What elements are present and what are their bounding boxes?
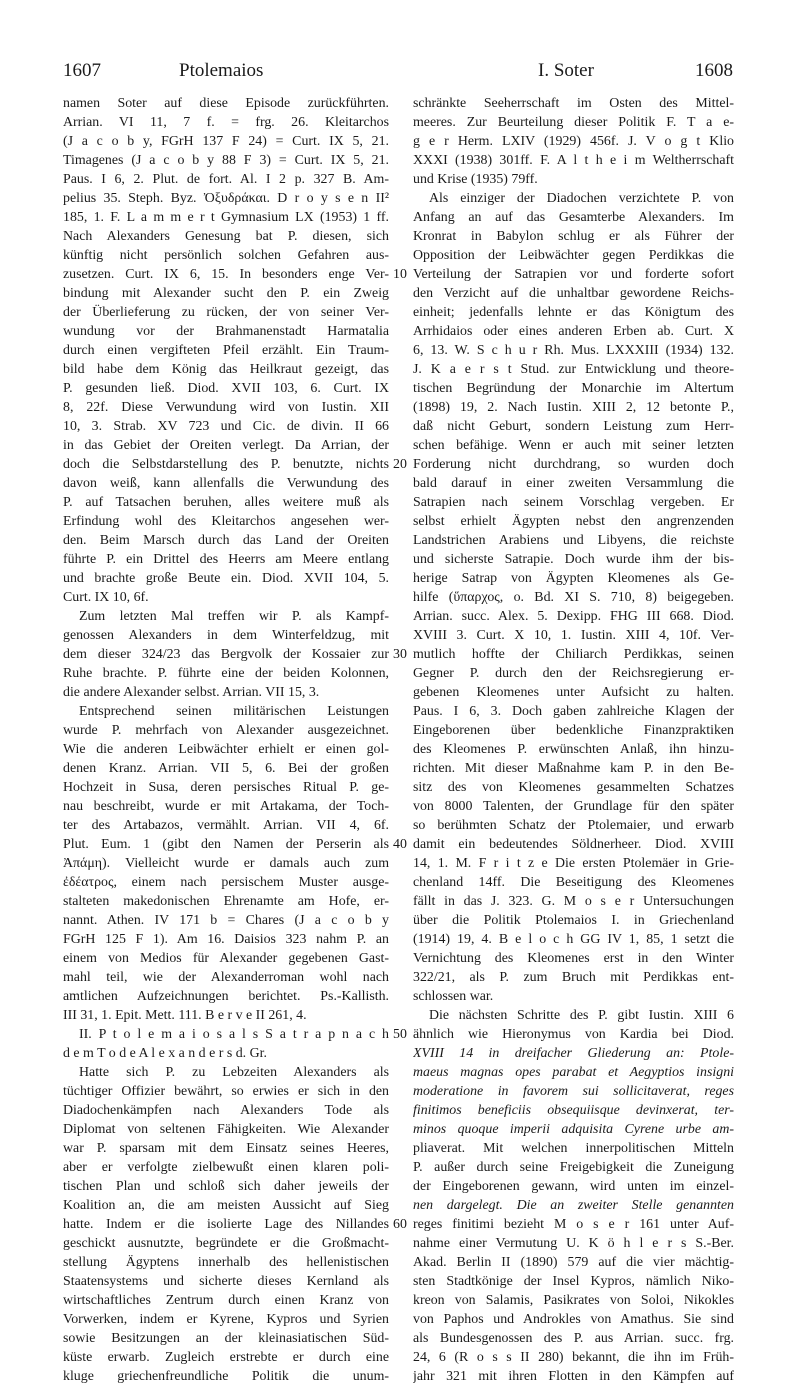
text-line: einheit; jedenfalls lehnte er das Königtum des (413, 305, 734, 320)
text-line: Entsprechend seinen militärischen Leistungen (79, 704, 389, 719)
text-line: Hochzeit in Susa, deren persisches Ritual P. ge- (63, 780, 389, 795)
text-line: bald darauf in einer zweiten Versammlung die (413, 476, 734, 491)
text-line: schränkte Seeherrschaft im Osten des Mittel- (413, 96, 734, 111)
text-line: nannt. Athen. IV 171 b = Chares (J a c o b y (63, 913, 389, 928)
text-line: richten. Mit dieser Maßnahme kam P. in den Be- (413, 761, 734, 776)
line-number: 50 (393, 1027, 407, 1042)
text-line: Ἀπάμη). Vielleicht wurde er damals auch zum (63, 856, 389, 871)
text-line: Arrian. VI 11, 7 f. = frg. 26. Kleitarchos (63, 115, 389, 130)
text-line: doch die Selbstdarstellung des P. benutzte, nichts (63, 457, 389, 472)
text-line: Hatte sich P. zu Lebzeiten Alexanders als (79, 1065, 389, 1080)
text-line: minos quoque imperii adquisita Cyrene urbe am- (413, 1122, 734, 1137)
text-line: Erfindung wohl des Kleitarchos angesehen wer- (63, 514, 389, 529)
text-line: als Bundesgenossen des P. aus Arrian. succ. frg. (413, 1331, 734, 1346)
text-line: des Kleomenes P. erwünschten Anlaß, ihn hinzu- (413, 742, 734, 757)
text-line: und sicherste Satrapie. Doch wurde ihm der bis- (413, 552, 734, 567)
text-line: ähnlich wie Hieronymus von Kardia bei Diod. (413, 1027, 734, 1042)
text-line: Die nächsten Schritte des P. gibt Iustin. XIII 6 (429, 1008, 734, 1023)
text-line: wirtschaftliches Zentrum durch einen Kranz von (63, 1293, 389, 1308)
text-line: geschickt ausnutzte, begründete er die Großmacht- (63, 1236, 389, 1251)
text-line: 322/21, als P. zum Bruch mit Perdikkas ent- (413, 970, 734, 985)
text-line: J. K a e r s t Stud. zur Entwicklung und theore- (413, 362, 734, 377)
text-line: moderatione in favorem sui sollicitaverat, reges (413, 1084, 734, 1099)
text-line: Anfang an auf das Gesamterbe Alexanders. Im (413, 210, 734, 225)
line-number: 60 (393, 1217, 407, 1232)
running-header (63, 60, 733, 86)
text-line: Vorwerken, indem er Kyrene, Kypros und Syrien (63, 1312, 389, 1327)
text-line: 14, 1. M. F r i t z e Die ersten Ptolemäer in Grie- (413, 856, 734, 871)
text-line: stalteten makedonischen Ehrenamte am Hofe, er- (63, 894, 389, 909)
text-line: Plut. Eum. 1 (gibt den Namen der Perserin als (63, 837, 389, 852)
text-line: 8, 22f. Diese Verwundung wird von Iustin. XII (63, 400, 389, 415)
text-line: wurde P. mehrfach von Alexander ausgezeichnet. (63, 723, 389, 738)
text-line: bild habe dem König das Heilkraut gezeigt, das (63, 362, 389, 377)
text-line: kluge griechenfreundliche Politik die unum- (63, 1369, 389, 1384)
text-line: Vernichtung des Kleomenes erst in den Winter (413, 951, 734, 966)
line-number: 30 (393, 647, 407, 662)
text-line: nau beschreibt, wurde er mit Artakama, der Toch- (63, 799, 389, 814)
text-line: chenland 14ff. Die Beseitigung des Kleomenes (413, 875, 734, 890)
text-line: ter des Artabazos, vermählt. Arrian. VII 4, 6f. (63, 818, 389, 833)
text-line: namen Soter auf diese Episode zurückführten. (63, 96, 389, 111)
running-title-left: Ptolemaios (179, 60, 264, 81)
text-line: II. P t o l e m a i o s a l s S a t r a p n a c h (79, 1027, 389, 1042)
text-line: dem dieser 324/23 das Bergvolk der Kossaier zur (63, 647, 389, 662)
text-line: meeres. Zur Beurteilung dieser Politik F. T a e- (413, 115, 734, 130)
text-line: P. außer durch seine Freigebigkeit die Zuneigung (413, 1160, 734, 1175)
text-line: der Eingeborenen gewann, wird unten im einzel- (413, 1179, 734, 1194)
text-line: mutlich hoffte der Chiliarch Perdikkas, seinen (413, 647, 734, 662)
text-line: pliaverat. Mit welchen innerpolitischen Mitteln (413, 1141, 734, 1156)
text-line: (1898) 19, 2. Nach Iustin. XIII 2, 12 betonte P., (413, 400, 734, 415)
text-line: und Krise (1935) 79ff. (413, 172, 538, 187)
column-number-right: 1608 (695, 60, 733, 81)
text-line: tüchtiger Offizier bewährt, so erwies er sich in den (63, 1084, 389, 1099)
text-line: Als einziger der Diadochen verzichtete P. von (429, 191, 734, 206)
text-line: Verteilung der Satrapien vor und forderte sofort (413, 267, 734, 282)
text-line: hilfe (ὕπαρχος, o. Bd. XI S. 710, 8) beigegeben. (413, 590, 734, 605)
text-line: Wie die anderen Leibwächter erhielt er einen gol- (63, 742, 389, 757)
text-line: XVIII 14 in dreifacher Gliederung an: Ptole- (413, 1046, 734, 1061)
text-line: III 31, 1. Epit. Mett. 111. B e r v e II 261, 4. (63, 1008, 307, 1023)
text-line: Curt. IX 10, 6f. (63, 590, 149, 605)
text-line: über die Politik Ptolemaios I. in Griechenland (413, 913, 734, 928)
line-number: 40 (393, 837, 407, 852)
text-line: ἐδέατρος, einem nach persischem Muster ausge- (63, 875, 389, 890)
text-line: Zum letzten Mal treffen wir P. als Kampf- (79, 609, 389, 624)
text-line: XXXI (1938) 301ff. F. A l t h e i m Weltherrschaft (413, 153, 734, 168)
text-line: bindung mit Alexander sucht den P. ein Zweig (63, 286, 389, 301)
text-line: 24, 6 (R o s s II 280) bekannt, die ihn im Früh- (413, 1350, 734, 1365)
text-line: pelius 35. Steph. Byz. Ὀξυδράκαι. D r o y s e n II² (63, 191, 389, 206)
text-line: Koalition an, die am meisten Aussicht auf Sieg (63, 1198, 389, 1213)
text-line: den. Beim Marsch durch das Land der Oreiten (63, 533, 389, 548)
text-line: genossen Alexanders in dem Winterfeldzug, mit (63, 628, 389, 643)
text-line: FGrH 125 F 1). Am 16. Daisios 323 nahm P. an (63, 932, 389, 947)
text-line: so berühmten Schatz der Ptolemaier, und erwarb (413, 818, 734, 833)
text-line: wundung vor der Brahmanenstadt Harmatalia (63, 324, 389, 339)
text-line: einem von Medios für Alexander gegebenen Gast- (63, 951, 389, 966)
text-line: Landstrichen Arabiens und Libyens, die reichste (413, 533, 734, 548)
text-line: Paus. I 6, 3. Doch gaben zahlreiche Klagen der (413, 704, 734, 719)
running-title-right: I. Soter (538, 60, 594, 81)
text-line: künftig nicht persönlich solchen Gefahren aus- (63, 248, 389, 263)
text-line: Paus. I 6, 2. Plut. de fort. Al. I 2 p. 327 B. Am- (63, 172, 389, 187)
text-line: sitz des von Kleomenes gesammelten Schatzes (413, 780, 734, 795)
text-line: Staatensystems und sicherte dieses Kernland als (63, 1274, 389, 1289)
text-line: aber er verfolgte zielbewußt einen klaren poli- (63, 1160, 389, 1175)
text-line: 6, 13. W. S c h u r Rh. Mus. LXXXIII (1934) 132. (413, 343, 734, 358)
text-line: Arrian. succ. Alex. 5. Dexipp. FHG III 668. Diod. (413, 609, 734, 624)
text-line: Diplomat von seltenen Fähigkeiten. Wie Alexander (63, 1122, 389, 1137)
text-line: küste erwarb. Zugleich erstrebte er durch eine (63, 1350, 389, 1365)
text-line: 10, 3. Strab. XV 723 und Cic. de divin. II 66 (63, 419, 389, 434)
text-line: maeus magnas opes parabat et Aegyptios insigni (413, 1065, 734, 1080)
text-line: sowie Besitzungen an der kleinasiatischen Süd- (63, 1331, 389, 1346)
text-line: Kronrat in Babylon schlug er als Führer der (413, 229, 734, 244)
line-number: 10 (393, 267, 407, 282)
text-line: (J a c o b y, FGrH 137 F 24) = Curt. IX 5, 21. (63, 134, 389, 149)
text-line: Satrapien nach seinem Vorschlag vergeben. Er (413, 495, 734, 510)
text-line: P. gesunden ließ. Diod. XVII 103, 6. Curt. IX (63, 381, 389, 396)
text-line: der Überlieferung zu rücken, der von seiner Ver- (63, 305, 389, 320)
right-text-column (413, 94, 734, 1386)
text-line: Akad. Berlin II (1890) 579 auf die vier mächtig- (413, 1255, 734, 1270)
text-line: von 8000 Talenten, der Grundlage für den später (413, 799, 734, 814)
text-line: Eingeborenen über bedenkliche Finanzpraktiken (413, 723, 734, 738)
text-line: gebenen Kleomenes unter Aufsicht zu halten. (413, 685, 734, 700)
text-line: von Paphos und Androkles von Amathus. Sie sind (413, 1312, 734, 1327)
text-line: Arrhidaios oder eines anderen Erben ab. Curt. X (413, 324, 734, 339)
text-line: schlossen war. (413, 989, 494, 1004)
text-line: war P. sparsam mit dem Einsatz seines Heeres, (63, 1141, 389, 1156)
text-line: Ruhe brachte. P. führte eine der beiden Kolonnen, (63, 666, 389, 681)
text-line: nahme einer Vermutung U. K ö h l e r s S.-Ber. (413, 1236, 734, 1251)
text-line: reges finitimi bezieht M o s e r 161 unter Auf- (413, 1217, 734, 1232)
text-line: die andere Alexander selbst. Arrian. VII 15, 3. (63, 685, 320, 700)
column-number-left: 1607 (63, 60, 101, 81)
text-line: Gegner P. durch den der Reichsregierung er- (413, 666, 734, 681)
text-line: Timagenes (J a c o b y 88 F 3) = Curt. IX 5, 21. (63, 153, 389, 168)
text-line: schen befähige. Wenn er auch mit seiner letzten (413, 438, 734, 453)
text-line: stellung Ägyptens innerhalb des hellenistischen (63, 1255, 389, 1270)
text-line: tischen Plan und schloß sich daher jeweils der (63, 1179, 389, 1194)
text-line: damit ein bedeutendes Söldnerheer. Diod. XVIII (413, 837, 734, 852)
text-line: mahl teil, wie der Alexanderroman wohl nach (63, 970, 389, 985)
text-line: selbst erhielt Ägypten nebst den angrenzenden (413, 514, 734, 529)
text-line: durch einen vergifteten Pfeil erzählt. Ein Traum- (63, 343, 389, 358)
text-line: in das Gebiet der Oreiten verlegt. Da Arrian, der (63, 438, 389, 453)
text-line: sten Stadtkönige der Insel Kypros, nämlich Niko- (413, 1274, 734, 1289)
text-line: finitimos beneficiis obsequiisque devinxerat, ter- (413, 1103, 734, 1118)
text-line: führte P. ein Drittel des Heerrs am Meere entlang (63, 552, 389, 567)
text-line: Forderung nicht durchdrang, so wurden doch (413, 457, 734, 472)
text-line: nen dargelegt. Die an zweiter Stelle genannten (413, 1198, 734, 1213)
text-line: und brachte große Beute ein. Diod. XVII 104, 5. (63, 571, 389, 586)
text-line: davon weiß, kann allenfalls die Verwundung des (63, 476, 389, 491)
text-line: denen Kranz. Arrian. VII 5, 6. Bei der großen (63, 761, 389, 776)
text-line: d e m T o d e A l e x a n d e r s d. Gr. (63, 1046, 267, 1061)
line-number: 20 (393, 457, 407, 472)
left-text-column (63, 94, 389, 1386)
text-line: g e r Herm. LXIV (1929) 456f. J. V o g t Klio (413, 134, 734, 149)
text-line: fällt in das J. 323. G. M o s e r Untersuchungen (413, 894, 734, 909)
text-line: XVIII 3. Curt. X 10, 1. Iustin. XIII 4, 10f. Ver- (413, 628, 734, 643)
text-line: Nach Alexanders Genesung bat P. diesen, sich (63, 229, 389, 244)
text-line: kreon von Salamis, Pasikrates von Soloi, Nikokles (413, 1293, 734, 1308)
text-line: 185, 1. F. L a m m e r t Gymnasium LX (1953) 1 ff. (63, 210, 389, 225)
text-line: herige Satrap von Ägypten Kleomenes als Ge- (413, 571, 734, 586)
text-line: (1914) 19, 4. B e l o c h GG IV 1, 85, 1 setzt die (413, 932, 734, 947)
text-line: amtlichen Aufzeichnungen berichtet. Ps.-Kallisth. (63, 989, 389, 1004)
text-line: hatte. Indem er die isolierte Lage des Nillandes (63, 1217, 389, 1232)
text-line: jahr 321 mit ihren Flotten in den Kämpfen auf (413, 1369, 734, 1384)
text-line: zusetzen. Curt. IX 6, 15. In besonders enge Ver- (63, 267, 389, 282)
text-line: Diadochenkämpfen nach Alexanders Tode als (63, 1103, 389, 1118)
text-line: P. auf Tatsachen beruhen, alles weitere muß als (63, 495, 389, 510)
text-line: daß nicht Geburt, sondern Leistung zum Herr- (413, 419, 734, 434)
text-line: tischen Begründung der Monarchie im Altertum (413, 381, 734, 396)
text-line: Opposition der Leibwächter gegen Perdikkas die (413, 248, 734, 263)
text-line: den Verzicht auf die unhaltbar gewordene Reichs- (413, 286, 734, 301)
